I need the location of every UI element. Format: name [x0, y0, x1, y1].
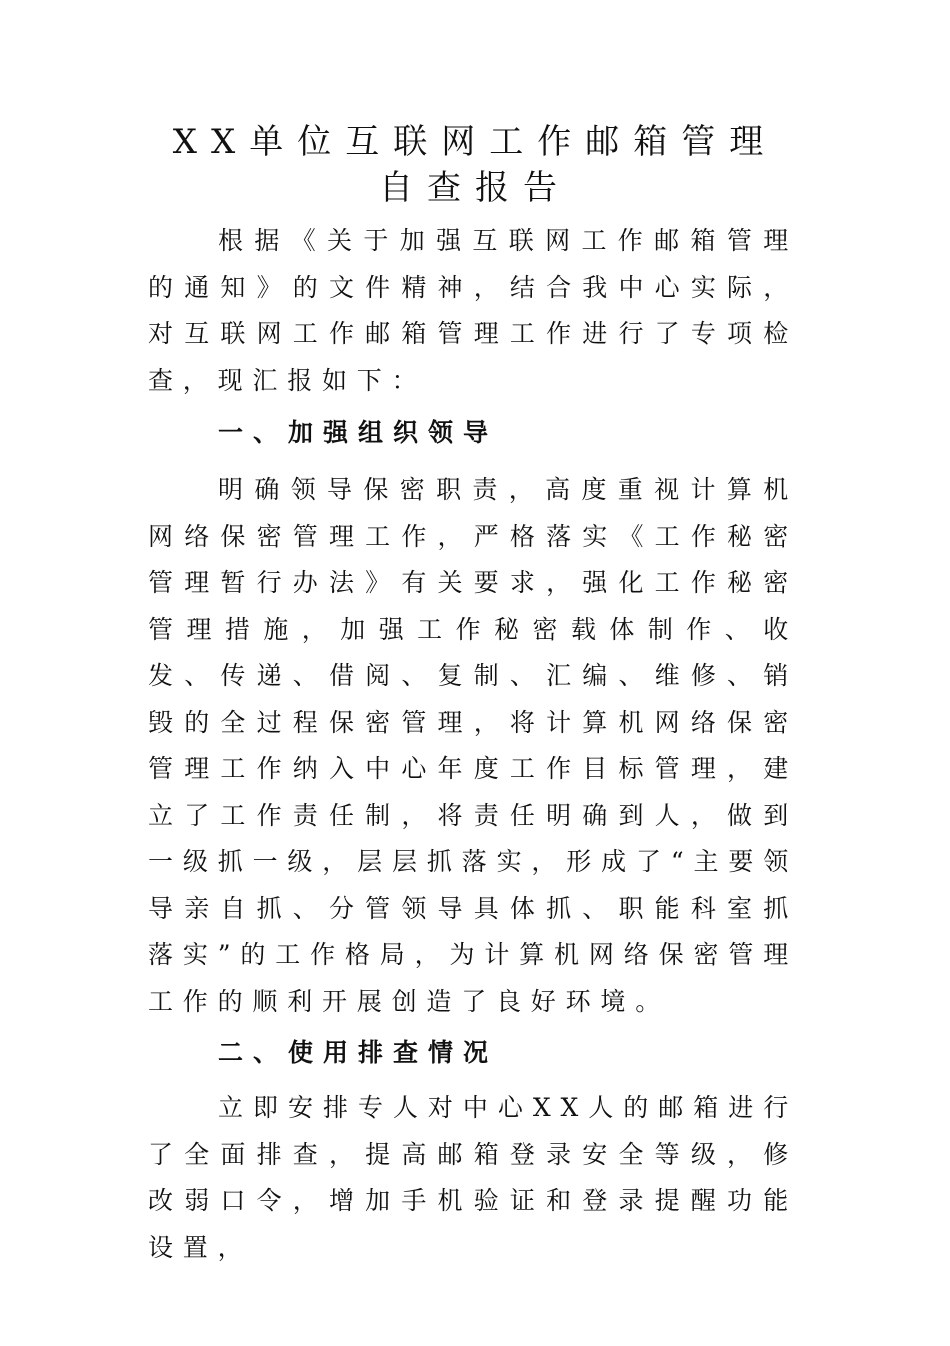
- intro-paragraph: 根据《关于加强互联网工作邮箱管理的通知》的文件精神，结合我中心实际，对互联网工作邮箱管理工作进行了专项检查，现汇报如下：: [148, 226, 798, 395]
- section-2-heading: 二、使用排查情况: [218, 1038, 499, 1067]
- report-title-line-1: XX单位互联网工作邮箱管理: [172, 122, 778, 162]
- report-title-line-2: 自查报告: [379, 168, 571, 208]
- section-1-paragraph: 明确领导保密职责，高度重视计算机网络保密管理工作，严格落实《工作秘密管理暂行办法》有关要求，强化工作秘密管理措施，加强工作秘密载体制作、收发、传递、借阅、复制、汇编、维修、销毁的全过程保密管理，将计算机网络保密管理工作纳入中心年度工作目标管理，建立了工作责任制，将责任明确到人，做到一级抓一级，层层抓落实，形成了“主要领导亲自抓、分管领导具体抓、职能科室抓落实”的工作格局，为计算机网络保密管理工作的顺利开展创造了良好环境。: [148, 475, 798, 1016]
- section-1-heading: 一、加强组织领导: [218, 418, 499, 447]
- section-2-paragraph: 立即安排专人对中心XX人的邮箱进行了全面排查，提高邮箱登录安全等级，修改弱口令，增加手机验证和登录提醒功能设置，: [148, 1093, 798, 1262]
